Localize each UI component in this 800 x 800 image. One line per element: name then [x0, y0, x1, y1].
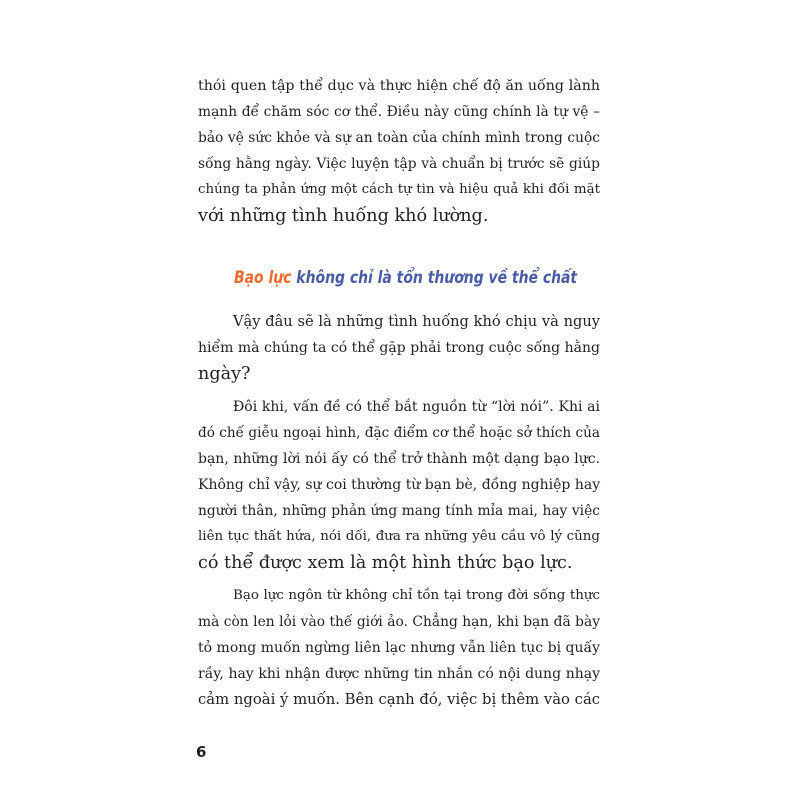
- page-number: 6: [196, 743, 207, 761]
- text-line: thói quen tập thể dục và thực hiện chế độ ăn uống lành: [198, 78, 600, 94]
- text-line: đó chế giễu ngoại hình, đặc điểm cơ thể hoặc sở thích của: [198, 425, 600, 441]
- text-line: liên tục thất hứa, nói dối, đưa ra những yêu cầu vô lý cũng: [198, 529, 600, 544]
- section-heading: [234, 266, 577, 290]
- text-line: ngày?: [198, 364, 251, 384]
- section-heading-rest: không chỉ là tổn thương về thể chất: [296, 268, 578, 288]
- text-line: sống hằng ngày. Việc luyện tập và chuẩn bị trước sẽ giúp: [198, 156, 600, 172]
- text-line: bảo vệ sức khỏe và sự an toàn của chính mình trong cuộc: [198, 130, 600, 146]
- text-line: Vậy đâu sẽ là những tình huống khó chịu và nguy: [233, 313, 600, 330]
- text-line: hiểm mà chúng ta có thể gặp phải trong cuộc sống hằng: [198, 340, 600, 356]
- text-line: bạn, những lời nói ấy có thể trở thành một dạng bạo lực.: [198, 451, 600, 467]
- text-line: người thân, những phản ứng mang tính mỉa mai, hay việc: [198, 503, 600, 519]
- text-line: với những tình huống khó lường.: [198, 206, 489, 226]
- text-line: Đôi khi, vấn đề có thể bắt nguồn từ “lời nói”. Khi ai: [233, 399, 600, 415]
- text-line: Bạo lực ngôn từ không chỉ tồn tại trong đời sống thực: [233, 588, 600, 603]
- text-line: mạnh để chăm sóc cơ thể. Điều này cũng chính là tự vệ –: [198, 104, 600, 120]
- text-line: chúng ta phản ứng một cách tự tin và hiệu quả khi đối mặt: [198, 182, 600, 197]
- text-line: có thể được xem là một hình thức bạo lực.: [198, 553, 573, 573]
- text-line: rầy, hay khi nhận được những tin nhắn có nội dung nhạy: [198, 666, 600, 682]
- text-line: tỏ mong muốn ngừng liên lạc nhưng vẫn liên tục bị quấy: [198, 640, 600, 656]
- text-line: cảm ngoài ý muốn. Bên cạnh đó, việc bị thêm vào các: [198, 691, 601, 708]
- text-line: Không chỉ vậy, sự coi thường từ bạn bè, đồng nghiệp hay: [198, 477, 601, 493]
- text-line: mà còn len lỏi vào thế giới ảo. Chẳng hạn, khi bạn đã bày: [198, 614, 600, 630]
- section-heading-accent: Bạo lực: [234, 268, 292, 288]
